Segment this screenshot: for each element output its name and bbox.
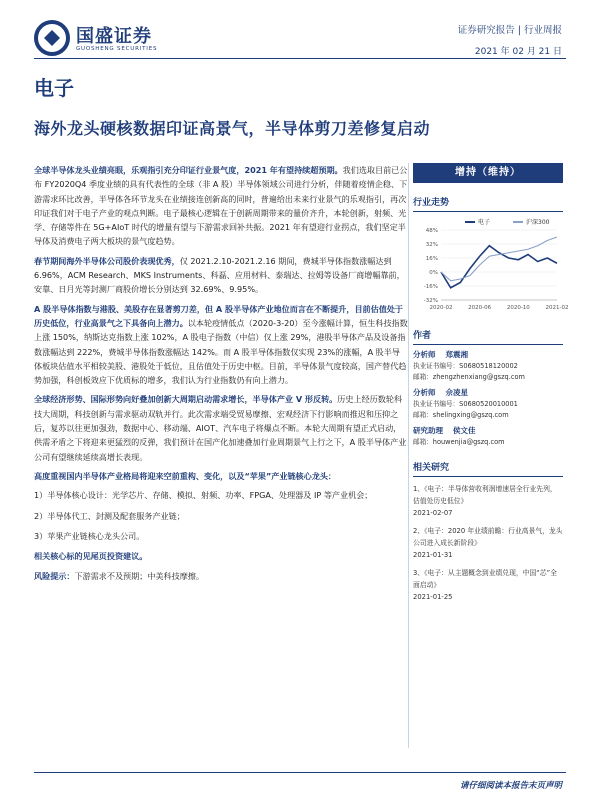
y-tick-label: 0% <box>429 270 438 276</box>
related-report[interactable] <box>413 483 563 519</box>
x-tick-label: 2021-02 <box>545 305 569 311</box>
paragraph-body: 我们选取目前已公布 FY2020Q4 季度业绩的具有代表性的全球（非 A 股）半导体领域公司进行分析，伴随着疫情企稳、下游需求环比改善，半导体各环节龙头在业绩接连创新高的同时，普遍给出未来行业景气的乐观指引，再次印证我们对于电子产业的观点判断。电子最核心逻辑在于创新周期带来的量价齐升，本轮创新，射频、光学、存储等件在 5G+AIoT 时代的增量有望与下游需求回补共振。2021 年有望迎行业拐点，我们坚定半导体及消费电子两大板块的景气度趋势。 <box>34 165 408 247</box>
header-divider <box>34 58 566 59</box>
paragraph-lead: 高度重视国内半导体产业格局将迎来空前重构、变化，以及“苹果”产业链核心龙头： <box>34 470 337 481</box>
analyst-role: 分析师 <box>413 350 436 359</box>
sidebar <box>413 163 569 603</box>
cert-number: S0680520010001 <box>459 400 518 408</box>
related-heading: 相关研究 <box>413 460 563 477</box>
list-item: 1）半导体核心设计：光学芯片、存储、模拟、射频、功率、FPGA、处理器及 IP 等产业机会； <box>34 490 373 501</box>
series-line-electronics <box>441 246 557 288</box>
risk-warning <box>34 569 408 583</box>
risk-text: 下游需求不及预期；中美科技摩擦。 <box>74 571 204 582</box>
logo-mark-icon <box>34 20 70 56</box>
related-report-title: 2、《电子：2020 年业绩前瞻：行业高景气，龙头公司进入成长新阶段》 <box>413 527 563 547</box>
related-report-date: 2021-01-31 <box>413 551 453 559</box>
y-tick-label: -16% <box>423 284 438 290</box>
rating-badge: 增持（维持） <box>413 163 563 183</box>
x-tick-label: 2020-02 <box>429 305 453 311</box>
series-line-csi300 <box>441 237 557 281</box>
x-tick-label: 2020-10 <box>506 305 530 311</box>
related-report-date: 2021-01-25 <box>413 593 453 601</box>
risk-label: 风险提示： <box>34 571 75 582</box>
related-report-title: 1、《电子：半导体营收利润增速居全行业先列，估值处历史低位》 <box>413 485 557 505</box>
column-divider <box>408 163 409 748</box>
analyst-email[interactable]: shelingxing@gszq.com <box>432 411 509 419</box>
related-report-date: 2021-02-07 <box>413 509 453 517</box>
analyst-role: 研究助理 <box>413 426 443 435</box>
paragraph-3 <box>34 302 408 388</box>
x-tick-label: 2020-06 <box>468 305 492 311</box>
trend-chart-svg <box>413 216 569 316</box>
paragraph-lead: 春节期间海外半导体公司股价表现优秀， <box>34 255 180 266</box>
email-label: 邮箱： <box>413 438 433 446</box>
paragraph-body: 历史上经历数轮科技大周期，科技创新与需求驱动双轨并行。此次需求端受贸易摩擦、宏观经济下行影响而推迟和压抑之后，复苏以往更加强劲，数据中心、移动端、AIOT、汽车电子将爆点不断。本轮大周期有望正式启动，供需矛盾之下将迎来更猛烈的反弹，我们预计在国产化加速叠加行业周期景气上行之下，A 股半导体产业公司有望继续延续高增长表现。 <box>34 394 407 462</box>
logo-text-cn: 国盛证券 <box>76 26 152 47</box>
analyst-role: 分析师 <box>413 388 436 397</box>
analyst-name: 侯文佳 <box>453 426 476 435</box>
legend-label: 沪深300 <box>526 219 550 226</box>
investment-note: 相关核心标的见尾页投资建议。 <box>34 551 148 562</box>
analyst-name: 佘凌星 <box>445 388 468 397</box>
cert-label: 执业证书编号： <box>413 400 460 408</box>
analyst-name: 郑震湘 <box>445 350 468 359</box>
paragraph-lead: 全球半导体龙头业绩亮眼，乐观指引充分印证行业景气度，2021 年有望持续超预期。 <box>34 165 343 175</box>
chart-heading: 行业走势 <box>413 195 563 212</box>
analyst-email[interactable]: zhengzhenxiang@gszq.com <box>432 373 525 381</box>
analyst-email[interactable]: houwenjia@gszq.com <box>432 438 505 446</box>
paragraph-4 <box>34 392 408 463</box>
related-report[interactable] <box>413 567 563 603</box>
analyst-2 <box>413 387 563 421</box>
cert-number: S0680518120002 <box>459 362 518 370</box>
y-tick-label: 16% <box>425 256 438 262</box>
analyst-1 <box>413 349 563 383</box>
sector-title: 电子 <box>34 76 74 100</box>
report-date: 2021 年 02 月 21 日 <box>474 47 562 57</box>
footer-disclaimer: 请仔细阅读本报告末页声明 <box>459 781 562 791</box>
y-tick-label: 48% <box>425 228 438 234</box>
logo-text-en: GUOSHENG SECURITIES <box>76 46 158 52</box>
y-tick-label: -32% <box>423 298 438 304</box>
related-report-title: 3、《电子：从主题概念到业绩兑现，中国“芯”全面启动》 <box>413 569 557 589</box>
paragraph-2 <box>34 254 408 297</box>
email-label: 邮箱： <box>413 411 433 419</box>
paragraph-lead: 全球经济形势、国际形势向好叠加创新大周期启动需求增长，半导体产业 V 形反转。 <box>34 394 338 405</box>
related-report[interactable] <box>413 525 563 561</box>
email-label: 邮箱： <box>413 373 433 381</box>
analyst-3 <box>413 425 563 448</box>
paragraph-lead: A 股半导体指数与港股、美股存在显著剪刀差，但 A 股半导体产业地位而言在不断提升，目前估值处于历史低位，行业高景气之下具备向上潜力。 <box>34 303 404 328</box>
main-column <box>34 163 408 584</box>
list-item: 2）半导体代工、封测及配套服务产业链； <box>34 510 185 521</box>
industry-trend-chart <box>413 216 569 316</box>
list-item: 3）苹果产业链核心龙头公司。 <box>34 530 145 541</box>
paragraph-5 <box>34 469 408 483</box>
y-tick-label: 32% <box>425 242 438 248</box>
paragraph-1 <box>34 163 408 249</box>
paragraph-body: 仅 2021.2.10-2021.2.16 期间，费城半导体指数涨幅达到 6.96%，ACM Research、MKS Instruments、科磊、应用材料、泰瑞达、拉姆等设备厂商增幅靠前，安靠、日月光等封测厂商股价增长分别达到 32.69%、9.95%。 <box>34 255 405 295</box>
legend-label: 电子 <box>478 219 491 226</box>
cert-label: 执业证书编号： <box>413 362 460 370</box>
footer-divider <box>34 772 566 773</box>
analysts-heading: 作者 <box>413 328 563 345</box>
report-type: 证券研究报告 | 行业周报 <box>457 25 562 36</box>
paragraph-body: 以本轮疫情低点（2020-3-20）至今涨幅计算，恒生科技指数上涨 150%，纳斯达克指数上涨 102%，A 股电子指数（中信）仅上涨 29%，港股半导体产品及设备指数涨幅达到 222%，费城半导体指数涨幅达 142%。而 A 股半导体指数仅实现 23%的涨幅，A 股半导体板块估值水平相较美股、港股处于低位，且估值处于历史中枢。目前，半导体景气度较高，国产替代趋势加强，科创板效应下优质标的增多，我们认为行业指数仍有向上潜力。 <box>34 317 408 386</box>
report-title: 海外龙头硬核数据印证高景气，半导体剪刀差修复启动 <box>34 119 431 138</box>
